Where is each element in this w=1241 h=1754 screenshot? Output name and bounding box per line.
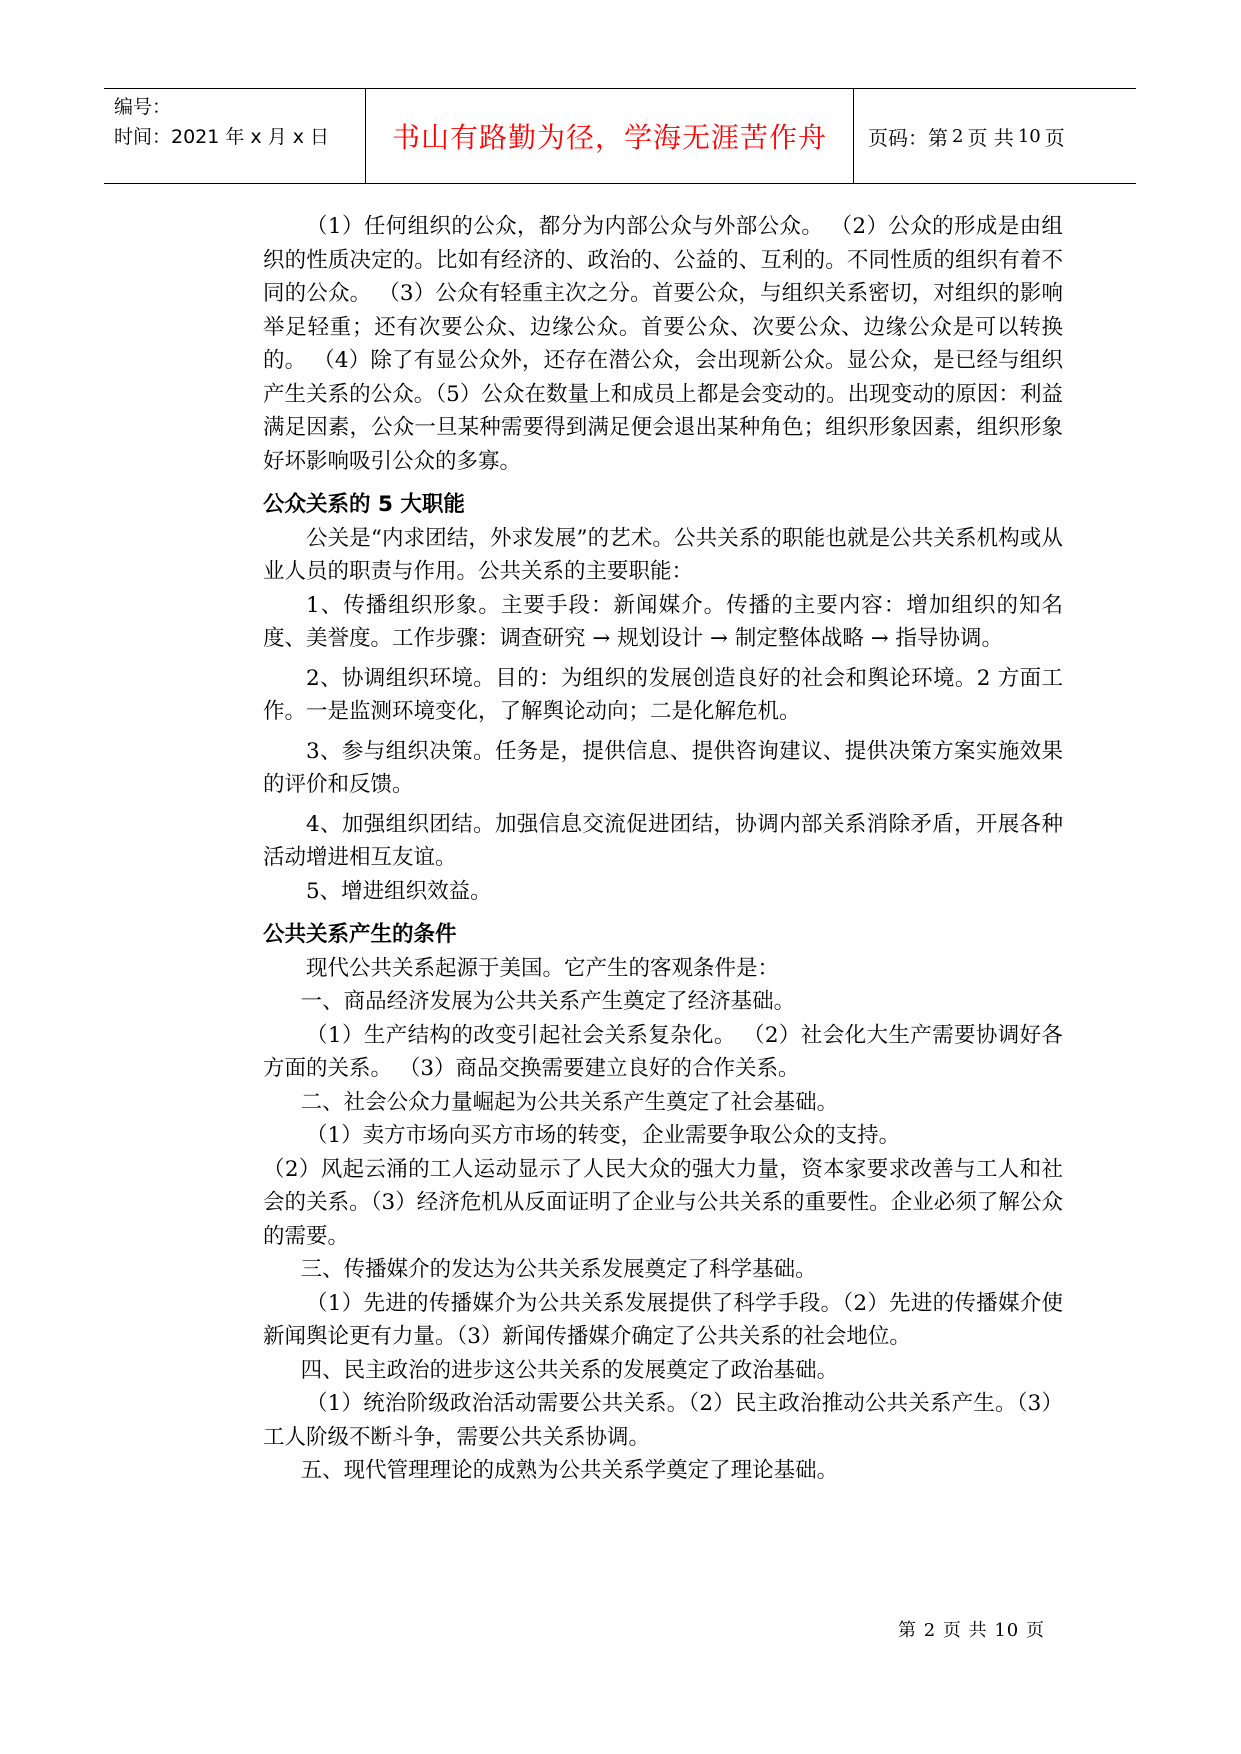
functions-intro: 公关是“内求团结，外求发展”的艺术。公共关系的职能也就是公共关系机构或从业人员的职责与作用。公共关系的主要职能：: [263, 525, 1063, 584]
header-page-indicator: [854, 89, 1136, 183]
header-slogan: 书山有路勤为径，学海无涯苦作舟: [366, 89, 854, 183]
page-mid: 页 共: [967, 125, 1014, 150]
page-total: 10: [1017, 125, 1041, 147]
condition-text-1: （1）生产结构的改变引起社会关系复杂化。 （2）社会化大生产需要协调好各方面的关系。 （3）商品交换需要建立良好的合作关系。: [263, 1022, 1063, 1081]
function-item-1: 1、传播组织形象。主要手段：新闻媒介。传播的主要内容：增加组织的知名度、美誉度。工作步骤：调查研究 → 规划设计 → 制定整体战略 → 指导协调。: [263, 592, 1063, 651]
document-body: [263, 210, 1063, 1488]
intro-paragraph: （1）任何组织的公众，都分为内部公众与外部公众。 （2）公众的形成是由组织的性质决定的。比如有经济的、政治的、公益的、互利的。不同性质的组织有着不同的公众。 （3）公众有轻重主次之分。首要公众，与组织关系密切，对组织的影响举足轻重；还有次要公众、边缘公众。首要公众、次要公众、边缘公众是可以转换的。 （4）除了有显公众外，还存在潜公众，会出现新公众。显公众，是已经与组织产生关系的公众。（5）公众在数量上和成员上都是会变动的。出现变动的原因：利益满足因素，公众一旦某种需要得到满足便会退出某种角色；组织形象因素，组织形象好坏影响吸引公众的多寡。: [263, 214, 1063, 474]
condition-heading-1: 一、商品经济发展为公共关系产生奠定了经济基础。: [300, 989, 796, 1014]
condition-text-2b: （2）风起云涌的工人运动显示了人民大众的强大力量，资本家要求改善与工人和社会的关系。（3）经济危机从反面证明了企业与公共关系的重要性。企业必须了解公众的需要。: [263, 1156, 1063, 1249]
condition-text-2a: （1）卖方市场向买方市场的转变，企业需要争取公众的支持。: [306, 1123, 901, 1148]
function-item-5: 5、增进组织效益。: [306, 878, 492, 904]
page-prefix: 页码：第: [868, 125, 948, 150]
section-title-functions: 公众关系的 5 大职能: [263, 492, 465, 517]
document-number-label: 编号：: [114, 96, 172, 118]
condition-heading-3: 三、传播媒介的发达为公共关系发展奠定了科学基础。: [300, 1257, 817, 1282]
condition-text-4: （1）统治阶级政治活动需要公共关系。（2）民主政治推动公共关系产生。（3）工人阶级不断斗争，需要公共关系协调。: [263, 1391, 1063, 1450]
document-time-label: 时间：2021 年 x 月 x 日: [114, 126, 330, 148]
page-header: [104, 88, 1136, 184]
function-item-2: 2、协调组织环境。目的：为组织的发展创造良好的社会和舆论环境。2 方面工作。一是监测环境变化，了解舆论动向；二是化解危机。: [263, 665, 1063, 724]
function-item-3: 3、参与组织决策。任务是，提供信息、提供咨询建议、提供决策方案实施效果的评价和反馈。: [263, 738, 1063, 797]
page-suffix: 页: [1044, 125, 1065, 150]
condition-heading-2: 二、社会公众力量崛起为公共关系产生奠定了社会基础。: [300, 1089, 839, 1115]
page-current: 2: [952, 125, 964, 147]
header-meta: [104, 89, 366, 183]
section-title-conditions: 公共关系产生的条件: [263, 922, 457, 947]
condition-heading-5: 五、现代管理理论的成熟为公共关系学奠定了理论基础。: [300, 1458, 839, 1483]
page-footer: 第 2 页 共 10 页: [898, 1620, 1045, 1641]
condition-heading-4: 四、民主政治的进步这公共关系的发展奠定了政治基础。: [300, 1357, 839, 1383]
condition-text-3: （1）先进的传播媒介为公共关系发展提供了科学手段。（2）先进的传播媒介使新闻舆论更有力量。（3）新闻传播媒介确定了公共关系的社会地位。: [263, 1290, 1063, 1349]
function-item-4: 4、加强组织团结。加强信息交流促进团结，协调内部关系消除矛盾，开展各种活动增进相互友谊。: [263, 811, 1063, 870]
conditions-intro: 现代公共关系起源于美国。它产生的客观条件是：: [306, 955, 780, 981]
